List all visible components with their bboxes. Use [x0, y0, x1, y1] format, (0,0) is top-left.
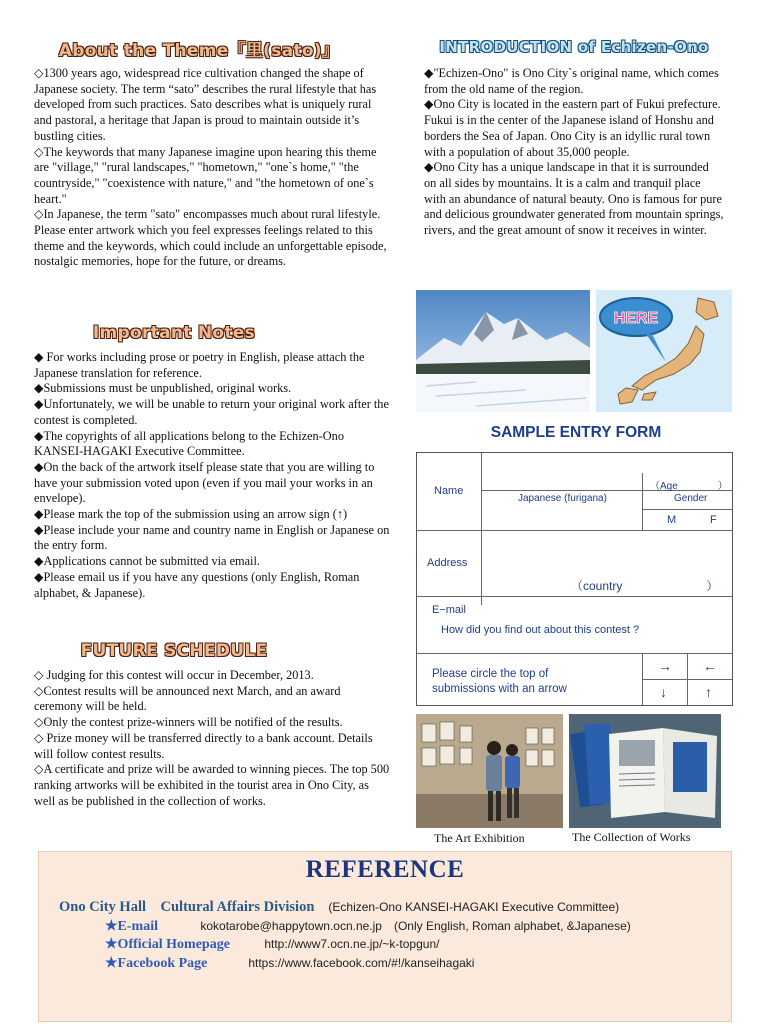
note-item: ◆Unfortunately, we will be unable to return your original work after the contest is completed. — [34, 397, 389, 427]
schedule-list — [34, 668, 390, 809]
form-email-label: E−mail — [432, 604, 466, 616]
theme-text — [34, 66, 390, 270]
schedule-item: ◇A certificate and prize will be awarded to winning pieces. The top 500 ranking artworks will be exhibited in the tourist area in Ono City, as well as be published in the collection of works. — [34, 762, 390, 808]
schedule-item: ◇ Judging for this contest will occur in December, 2013. — [34, 668, 314, 682]
map-callout: HERE — [613, 310, 659, 327]
form-source-question: How did you find out about this contest ? — [441, 624, 640, 636]
japan-map — [596, 290, 732, 412]
works-caption: The Collection of Works — [572, 830, 691, 844]
facebook-link[interactable]: https://www.facebook.com/#!/kanseihagaki — [248, 956, 475, 970]
note-item: ◆Please mark the top of the submission using an arrow sign (↑) — [34, 507, 348, 522]
form-divider — [642, 473, 643, 530]
note-item: ◆The copyrights of all applications belong to the Echizen-Ono KANSEI-HAGAKI Executive Committee. — [34, 428, 344, 459]
book-image — [569, 714, 721, 828]
arrow-right-icon[interactable]: → — [658, 658, 672, 674]
homepage-link[interactable]: http://www7.ocn.ne.jp/~k-topgun/ — [264, 937, 440, 951]
intro-item: ◆Ono City has a unique landscape in that it is surrounded on all sides by mountains. It is a calm and tranquil place with an abundance of natural beauty. Ono is famous for pure and delicious groundwater generated from mountain springs, rivers, and the great amount of snow it receives in winter. — [424, 160, 724, 238]
form-divider — [417, 530, 733, 531]
note-item: ◆Please include your name and country name in English or Japanese on the entry form. — [34, 522, 390, 553]
mountain-image — [416, 290, 590, 412]
exhibition-caption: The Art Exhibition — [434, 831, 525, 845]
snowy-mountain-photo — [416, 290, 590, 412]
schedule-item: ◇Only the contest prize-winners will be notified of the results. — [34, 715, 343, 730]
theme-paragraph: ◇The keywords that many Japanese imagine upon hearing this theme are "village," "rural landscapes," "hometown," "one`s home," "the countryside," "coexistence with nature," and "the hometown of one`s heart." — [34, 144, 377, 206]
facebook-label: ★Facebook Page — [105, 956, 208, 971]
reference-box — [38, 851, 732, 1022]
form-divider — [481, 453, 482, 605]
form-divider — [417, 596, 733, 597]
organization-name: Ono City Hall Cultural Affairs Division — [59, 899, 315, 915]
note-item: ◆Please email us if you have any questions (only English, Roman alphabet, & Japanese). — [34, 569, 360, 600]
japan-map-icon — [596, 290, 732, 412]
schedule-item: ◇Contest results will be announced next March, and an award ceremony will be held. — [34, 683, 341, 714]
form-divider — [687, 653, 688, 706]
form-japanese-label: Japanese (furigana) — [518, 493, 607, 504]
form-divider — [643, 679, 733, 680]
note-item: ◆Submissions must be unpublished, original works. — [34, 381, 292, 396]
reference-organization — [59, 895, 619, 916]
schedule-heading: FUTURE SCHEDULE — [80, 641, 268, 661]
arrow-up-icon[interactable]: ↑ — [705, 684, 712, 700]
reference-title: REFERENCE — [305, 856, 465, 883]
form-age-label: （Age ） — [650, 481, 728, 492]
email-link[interactable]: kokotarobe@happytown.ocn.ne.jp (Only English, Roman alphabet, &Japanese) — [200, 919, 631, 933]
intro-item: ◆"Echizen-Ono" is Ono City`s original name, which comes from the old name of the region. — [424, 66, 719, 96]
intro-item: ◆Ono City is located in the eastern part of Fukui prefecture. Fukui is in the center of the Japanese island of Honshu and borders the Sea of Japan. Ono City is an idyllic rural town with a population of about 35,000 people. — [424, 97, 721, 159]
email-label: ★E-mail — [105, 919, 158, 934]
form-name-label: Name — [434, 485, 464, 497]
schedule-item: ◇ Prize money will be transferred directly to a bank account. Details will follow contest results. — [34, 730, 373, 761]
form-arrow-instruction: Please circle the top of — [432, 668, 549, 680]
note-item: ◆Applications cannot be submitted via email. — [34, 554, 260, 569]
art-exhibition-photo — [416, 714, 563, 828]
form-gender-label: Gender — [674, 493, 708, 504]
theme-paragraph: ◇1300 years ago, widespread rice cultivation changed the shape of Japanese society. The term “sato” describes the rural lifestyle that has developed from such practices. Sato describes what is uniquely rural and pastoral, a heritage that Japan is proud to maintain outside it’s bustling cities. — [34, 66, 377, 143]
reference-facebook-row — [105, 955, 474, 972]
note-item: ◆On the back of the artwork itself please state that you are willing to have your submission voted upon (even if you mail your works in an envelope). — [34, 459, 375, 506]
form-gender-female[interactable]: F — [710, 514, 717, 526]
form-arrow-instruction: submissions with an arrow — [432, 683, 567, 695]
homepage-label: ★Official Homepage — [105, 937, 230, 952]
sample-entry-form — [416, 452, 733, 706]
arrow-down-icon[interactable]: ↓ — [660, 684, 667, 700]
form-address-label: Address — [427, 557, 468, 569]
form-title: SAMPLE ENTRY FORM — [490, 424, 662, 441]
arrow-left-icon[interactable]: ← — [703, 658, 717, 674]
notes-list — [34, 350, 390, 601]
notes-heading: Important Notes — [92, 323, 256, 343]
form-gender-male[interactable]: M — [667, 514, 677, 526]
form-divider — [643, 509, 733, 510]
note-item: ◆ For works including prose or poetry in English, please attach the Japanese translation for reference. — [34, 350, 365, 380]
intro-heading: INTRODUCTION of Echizen-Ono — [439, 38, 709, 56]
theme-heading: About the Theme『里(sato)』 — [58, 41, 340, 61]
form-divider — [417, 653, 733, 654]
reference-homepage-row — [105, 936, 439, 953]
exhibition-image — [416, 714, 563, 828]
form-country-label: （country ） — [571, 579, 719, 593]
theme-paragraph: ◇In Japanese, the term "sato" encompasses much about rural lifestyle. Please enter artwork which you feel expresses feelings related to this theme and the keywords, which could include an unforgettable episode, nostalgic memories, hope for the future, or dreams. — [34, 207, 387, 269]
reference-email-row — [105, 917, 631, 935]
intro-list — [424, 66, 724, 239]
organization-note: (Echizen-Ono KANSEI-HAGAKI Executive Committee) — [328, 900, 620, 914]
collection-of-works-photo — [569, 714, 721, 828]
